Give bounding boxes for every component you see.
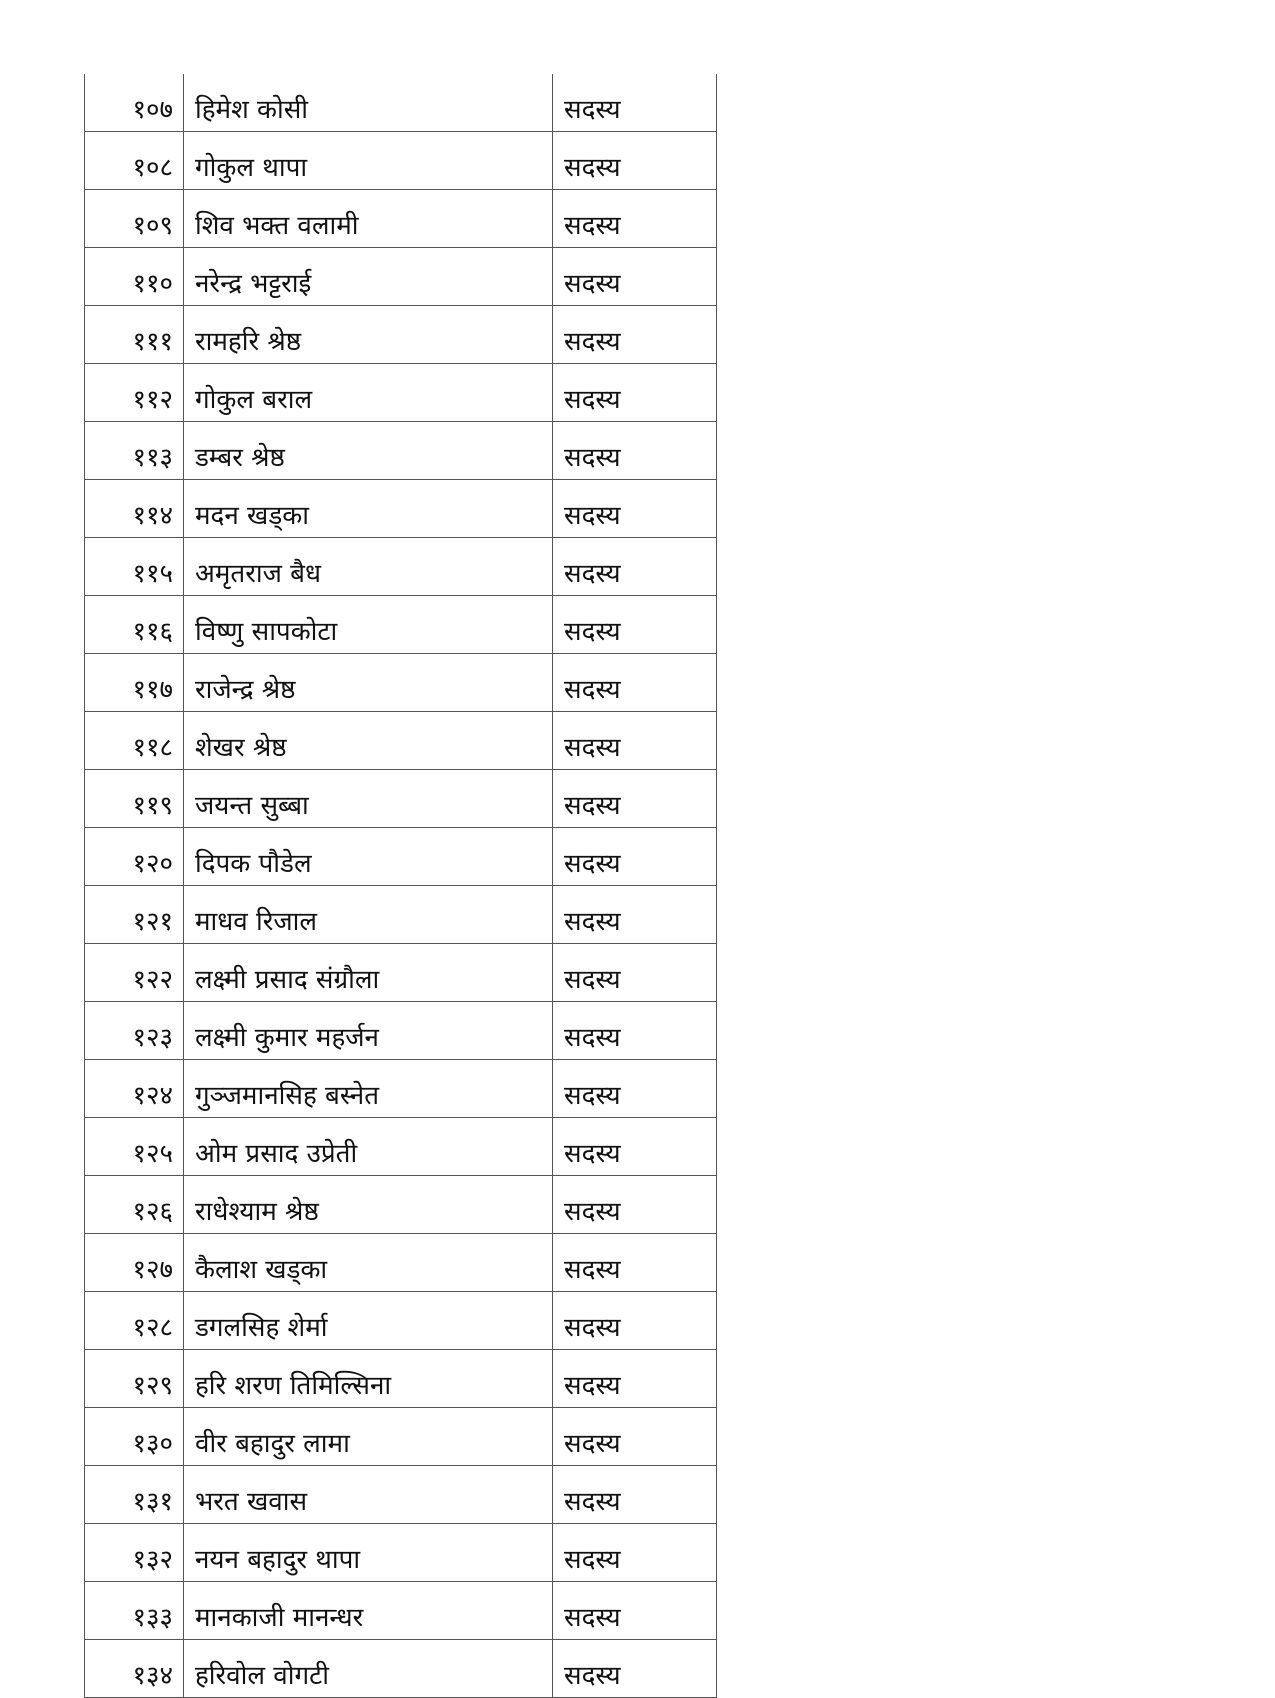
serial-number-cell: १२३ [85, 1002, 184, 1060]
member-role-cell: सदस्य [553, 1176, 717, 1234]
member-role-cell: सदस्य [553, 886, 717, 944]
member-name-cell: लक्ष्मी कुमार महर्जन [184, 1002, 553, 1060]
table-row [85, 886, 717, 944]
member-role-cell: सदस्य [553, 1582, 717, 1640]
member-role-cell: सदस्य [553, 1524, 717, 1582]
member-list-table [84, 74, 717, 1698]
member-role-cell: सदस्य [553, 248, 717, 306]
member-role-cell: सदस्य [553, 1002, 717, 1060]
member-role-cell: सदस्य [553, 1060, 717, 1118]
serial-number-cell: १३३ [85, 1582, 184, 1640]
member-role-cell: सदस्य [553, 74, 717, 132]
table-row [85, 1524, 717, 1582]
serial-number-cell: १२५ [85, 1118, 184, 1176]
table-row [85, 944, 717, 1002]
member-name-cell: डगलसिह शेर्मा [184, 1292, 553, 1350]
serial-number-cell: १३१ [85, 1466, 184, 1524]
serial-number-cell: ११४ [85, 480, 184, 538]
serial-number-cell: १२० [85, 828, 184, 886]
table-row [85, 1466, 717, 1524]
member-role-cell: सदस्य [553, 1640, 717, 1698]
table-row [85, 1582, 717, 1640]
member-name-cell: अमृतराज बैध [184, 538, 553, 596]
member-role-cell: सदस्य [553, 306, 717, 364]
member-name-cell: हरि शरण तिमिल्सिना [184, 1350, 553, 1408]
serial-number-cell: १२४ [85, 1060, 184, 1118]
table-row [85, 74, 717, 132]
member-role-cell: सदस्य [553, 1466, 717, 1524]
serial-number-cell: १३४ [85, 1640, 184, 1698]
member-role-cell: सदस्य [553, 364, 717, 422]
table-row [85, 306, 717, 364]
member-name-cell: हरिवोल वोगटी [184, 1640, 553, 1698]
member-name-cell: भरत खवास [184, 1466, 553, 1524]
table-row [85, 190, 717, 248]
member-name-cell: वीर बहादुर लामा [184, 1408, 553, 1466]
member-role-cell: सदस्य [553, 1234, 717, 1292]
member-name-cell: गोकुल थापा [184, 132, 553, 190]
member-name-cell: कैलाश खड्का [184, 1234, 553, 1292]
member-name-cell: रामहरि श्रेष्ठ [184, 306, 553, 364]
serial-number-cell: १२९ [85, 1350, 184, 1408]
serial-number-cell: ११६ [85, 596, 184, 654]
member-name-cell: मदन खड्का [184, 480, 553, 538]
table-row [85, 1176, 717, 1234]
member-role-cell: सदस्य [553, 1292, 717, 1350]
member-role-cell: सदस्य [553, 654, 717, 712]
member-name-cell: गोकुल बराल [184, 364, 553, 422]
serial-number-cell: ११० [85, 248, 184, 306]
member-role-cell: सदस्य [553, 712, 717, 770]
serial-number-cell: ११३ [85, 422, 184, 480]
table-row [85, 1118, 717, 1176]
member-name-cell: दिपक पौडेल [184, 828, 553, 886]
member-name-cell: जयन्त सुब्बा [184, 770, 553, 828]
member-role-cell: सदस्य [553, 1408, 717, 1466]
table-row [85, 828, 717, 886]
member-name-cell: मानकाजी मानन्धर [184, 1582, 553, 1640]
member-role-cell: सदस्य [553, 1350, 717, 1408]
table-row [85, 770, 717, 828]
serial-number-cell: १३० [85, 1408, 184, 1466]
member-name-cell: डम्बर श्रेष्ठ [184, 422, 553, 480]
table-row [85, 422, 717, 480]
member-role-cell: सदस्य [553, 422, 717, 480]
member-name-cell: गुञ्जमानसिह बस्नेत [184, 1060, 553, 1118]
table-row [85, 364, 717, 422]
member-role-cell: सदस्य [553, 480, 717, 538]
member-list-body [85, 74, 717, 1698]
table-row [85, 1408, 717, 1466]
member-name-cell: नयन बहादुर थापा [184, 1524, 553, 1582]
table-row [85, 1350, 717, 1408]
table-row [85, 1234, 717, 1292]
table-row [85, 248, 717, 306]
table-row [85, 654, 717, 712]
table-row [85, 480, 717, 538]
table-row [85, 538, 717, 596]
serial-number-cell: १०८ [85, 132, 184, 190]
member-name-cell: ओम प्रसाद उप्रेती [184, 1118, 553, 1176]
table-row [85, 132, 717, 190]
serial-number-cell: १३२ [85, 1524, 184, 1582]
member-name-cell: राधेश्याम श्रेष्ठ [184, 1176, 553, 1234]
member-role-cell: सदस्य [553, 944, 717, 1002]
table-row [85, 1292, 717, 1350]
serial-number-cell: १२७ [85, 1234, 184, 1292]
member-name-cell: शेखर श्रेष्ठ [184, 712, 553, 770]
serial-number-cell: ११२ [85, 364, 184, 422]
serial-number-cell: १२१ [85, 886, 184, 944]
member-name-cell: हिमेश कोसी [184, 74, 553, 132]
serial-number-cell: १०९ [85, 190, 184, 248]
member-role-cell: सदस्य [553, 828, 717, 886]
serial-number-cell: ११९ [85, 770, 184, 828]
member-name-cell: राजेन्द्र श्रेष्ठ [184, 654, 553, 712]
member-role-cell: सदस्य [553, 1118, 717, 1176]
serial-number-cell: ११८ [85, 712, 184, 770]
serial-number-cell: १२८ [85, 1292, 184, 1350]
serial-number-cell: १११ [85, 306, 184, 364]
serial-number-cell: १२६ [85, 1176, 184, 1234]
serial-number-cell: १०७ [85, 74, 184, 132]
serial-number-cell: १२२ [85, 944, 184, 1002]
member-name-cell: लक्ष्मी प्रसाद संग्रौला [184, 944, 553, 1002]
table-row [85, 1640, 717, 1698]
table-row [85, 1060, 717, 1118]
table-row [85, 1002, 717, 1060]
serial-number-cell: ११७ [85, 654, 184, 712]
member-name-cell: शिव भक्त वलामी [184, 190, 553, 248]
table-row [85, 712, 717, 770]
member-name-cell: माधव रिजाल [184, 886, 553, 944]
member-role-cell: सदस्य [553, 132, 717, 190]
member-role-cell: सदस्य [553, 596, 717, 654]
member-role-cell: सदस्य [553, 190, 717, 248]
member-name-cell: नरेन्द्र भट्टराई [184, 248, 553, 306]
member-role-cell: सदस्य [553, 770, 717, 828]
serial-number-cell: ११५ [85, 538, 184, 596]
member-name-cell: विष्णु सापकोटा [184, 596, 553, 654]
member-role-cell: सदस्य [553, 538, 717, 596]
table-row [85, 596, 717, 654]
